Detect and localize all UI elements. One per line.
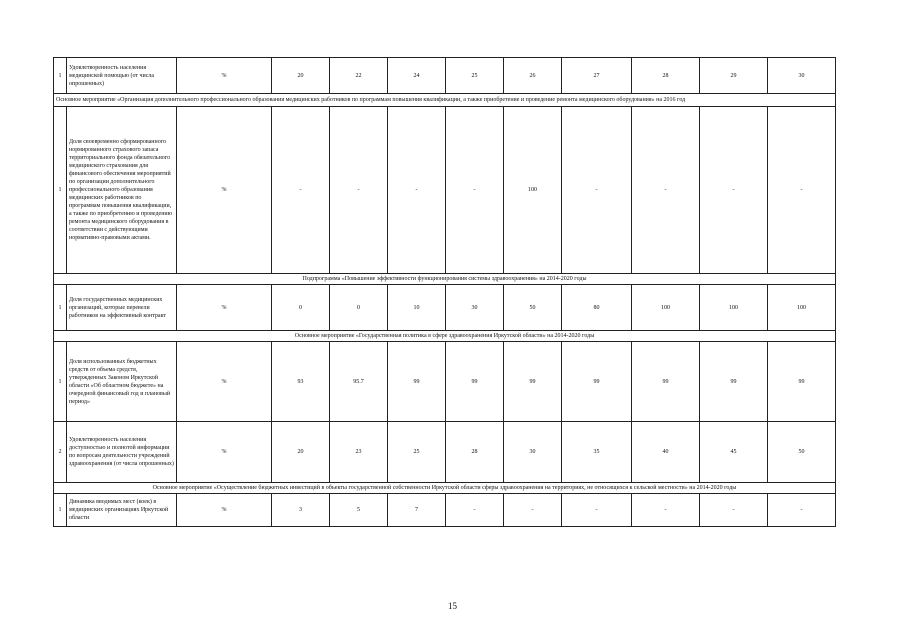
table-row	[54, 494, 836, 527]
section-row	[54, 274, 836, 285]
value-cell: 100	[768, 285, 836, 331]
value-cell: -	[700, 494, 768, 527]
value-cell: -	[768, 107, 836, 274]
value-cell: 35	[562, 422, 632, 483]
value-cell: 99	[504, 342, 562, 422]
indicator-name: Динамика вводимых мест (коек) в медицинских организациях Иркутской области	[67, 494, 177, 527]
row-number: 1	[54, 58, 67, 94]
page-number: 15	[448, 601, 457, 611]
value-cell: 0	[272, 285, 330, 331]
value-cell: -	[768, 494, 836, 527]
section-row	[54, 331, 836, 342]
value-cell: 25	[388, 422, 446, 483]
value-cell: -	[632, 494, 700, 527]
value-cell: 80	[562, 285, 632, 331]
value-cell: 99	[562, 342, 632, 422]
section-title: Основное мероприятие «Государственная политика в сфере здравоохранения Иркутской области» на 2014-2020 годы	[54, 331, 836, 342]
table-row	[54, 58, 836, 94]
value-cell: 3	[272, 494, 330, 527]
value-cell: 23	[330, 422, 388, 483]
table-row	[54, 422, 836, 483]
row-number: 1	[54, 494, 67, 527]
value-cell: -	[700, 107, 768, 274]
section-title: Основное мероприятие «Осуществление бюджетных инвестиций в объекты государственной собственности Иркутской области сферы здравоохранения на территориях, не относящихся к сельской местности» на 2014-2020 годы	[54, 483, 836, 494]
section-title: Подпрограмма «Повышение эффективности функционирования системы здравоохранения» на 2014-2020 годы	[54, 274, 836, 285]
value-cell: -	[562, 107, 632, 274]
value-cell: 22	[330, 58, 388, 94]
value-cell: 99	[768, 342, 836, 422]
row-number: 2	[54, 422, 67, 483]
table-row	[54, 342, 836, 422]
unit-cell: %	[177, 58, 272, 94]
value-cell: 20	[272, 58, 330, 94]
value-cell: 25	[446, 58, 504, 94]
value-cell: 50	[504, 285, 562, 331]
value-cell: 28	[446, 422, 504, 483]
value-cell: 100	[504, 107, 562, 274]
value-cell: 24	[388, 58, 446, 94]
value-cell: -	[504, 494, 562, 527]
value-cell: 50	[768, 422, 836, 483]
row-number: 1	[54, 107, 67, 274]
table-row	[54, 107, 836, 274]
value-cell: 99	[632, 342, 700, 422]
value-cell: 30	[504, 422, 562, 483]
value-cell: 20	[272, 422, 330, 483]
indicator-name: Доля государственных медицинских организаций, которые перевели работников на эффективный контракт	[67, 285, 177, 331]
unit-cell: %	[177, 107, 272, 274]
section-row	[54, 94, 836, 107]
value-cell: 95.7	[330, 342, 388, 422]
section-title: Основное мероприятие «Организация дополнительного профессионального образования медицинских работников по программам повышения квалификации, а также приобретение и проведение ремонта медицинского оборудования» на 2016 год	[54, 94, 836, 107]
value-cell: 99	[446, 342, 504, 422]
value-cell: 100	[632, 285, 700, 331]
section-row	[54, 483, 836, 494]
value-cell: -	[272, 107, 330, 274]
value-cell: 99	[388, 342, 446, 422]
unit-cell: %	[177, 285, 272, 331]
unit-cell: %	[177, 494, 272, 527]
value-cell: -	[330, 107, 388, 274]
value-cell: 7	[388, 494, 446, 527]
value-cell: 40	[632, 422, 700, 483]
indicator-name: Доля использованных бюджетных средств от объема средств, утвержденных Законом Иркутской области «Об областном бюджете» на очередной финансовый год и плановый период»	[67, 342, 177, 422]
value-cell: 30	[768, 58, 836, 94]
value-cell: -	[446, 107, 504, 274]
value-cell: -	[388, 107, 446, 274]
value-cell: -	[562, 494, 632, 527]
value-cell: 28	[632, 58, 700, 94]
row-number: 1	[54, 285, 67, 331]
indicator-name: Удовлетворенность населения доступностью и полнотой информации по вопросам деятельности учреждений здравоохранения (от числа опрошенных)	[67, 422, 177, 483]
value-cell: -	[446, 494, 504, 527]
value-cell: 5	[330, 494, 388, 527]
value-cell: 93	[272, 342, 330, 422]
indicator-name: Доля своевременно сформированного нормированного страхового запаса территориального фонда обязательного медицинского страхования для финансового обеспечения мероприятий по организации дополнительного профессионального образования медицинских работников по программам повышения квалификации, а также по приобретению и проведению ремонта медицинского оборудования в соответствии с действующими нормативно-правовыми актами.	[67, 107, 177, 274]
indicator-name: Удовлетворенность населения медицинской помощью (от числа опрошенных)	[67, 58, 177, 94]
table-row	[54, 285, 836, 331]
unit-cell: %	[177, 342, 272, 422]
indicators-table	[53, 57, 836, 527]
value-cell: 100	[700, 285, 768, 331]
value-cell: 99	[700, 342, 768, 422]
value-cell: 45	[700, 422, 768, 483]
value-cell: 0	[330, 285, 388, 331]
value-cell: 29	[700, 58, 768, 94]
value-cell: 10	[388, 285, 446, 331]
value-cell: 26	[504, 58, 562, 94]
value-cell: 30	[446, 285, 504, 331]
unit-cell: %	[177, 422, 272, 483]
value-cell: 27	[562, 58, 632, 94]
row-number: 1	[54, 342, 67, 422]
value-cell: -	[632, 107, 700, 274]
